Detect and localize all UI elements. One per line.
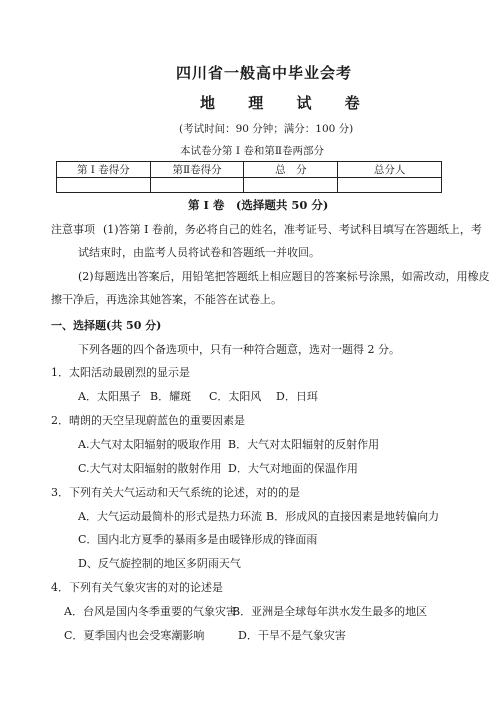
question-1-option-b: B．耀斑 — [150, 390, 192, 403]
question-3-option-d: D、反气旋控制的地区多阴雨天气 — [78, 557, 241, 570]
section1-instruction: 下列各题的四个备选项中，只有一种符合题意，选对一题得 2 分。 — [78, 343, 400, 356]
question-3-option-b: B．形成风的直接因素是地转偏向力 — [266, 510, 440, 523]
question-1-stem: 1．太阳活动最剧烈的显示是 — [51, 366, 190, 379]
notes-item1-line2: 试结束时，由监考人员将试卷和答题纸一并收回。 — [78, 246, 320, 259]
question-2-option-b: B．大气对太阳辐射的反射作用 — [228, 438, 380, 451]
question-4-option-a: A．台风是国内冬季重要的气象灾害 — [64, 605, 237, 618]
score-header-total: 总 分 — [244, 162, 338, 178]
score-header-grader: 总分人 — [338, 162, 442, 178]
question-3-option-a: A．大气运动最简朴的形式是热力环流 — [78, 510, 262, 523]
subject-title: 地 理 试 卷 — [200, 94, 374, 112]
score-table — [56, 161, 442, 193]
question-2-stem: 2．晴朗的天空呈现蔚蓝色的重要因素是 — [51, 414, 245, 427]
exam-title: 四川省一般高中毕业会考 — [176, 64, 353, 82]
score-table-blank-row — [57, 178, 442, 193]
question-2-option-d: D．大气对地面的保温作用 — [228, 462, 358, 475]
question-4-option-c: C．夏季国内也会受寒潮影响 — [64, 629, 205, 642]
score-cell-part1 — [57, 178, 151, 193]
notes-label: 注意事项 — [51, 223, 95, 236]
question-2-option-a: A.大气对太阳辐射的吸取作用 — [78, 438, 222, 451]
question-2-option-c: C.大气对太阳辐射的散射作用 — [78, 462, 222, 475]
notes-item1-line1: (1)答第 I 卷前，务必将自己的姓名，准考证号、考试科目填写在答题纸上，考 — [103, 223, 482, 236]
question-1-option-a: A．太阳黑子 — [78, 390, 141, 403]
score-table-header-row — [57, 162, 442, 178]
score-cell-total — [244, 178, 338, 193]
question-3-option-c: C．国内北方夏季的暴雨多是由暖锋形成的锋面雨 — [78, 533, 318, 546]
question-4-option-b: B．亚洲是全球每年洪水发生最多的地区 — [232, 605, 428, 618]
question-1-option-d: D．日珥 — [276, 390, 318, 403]
score-cell-part2 — [150, 178, 244, 193]
score-header-part2: 第Ⅱ卷得分 — [150, 162, 244, 178]
section1-heading: 一、选择题(共 50 分) — [51, 319, 162, 332]
notes-item2-line2: 擦干净后，再选涂其她答案，不能答在试卷上。 — [51, 293, 282, 306]
part1-heading: 第 I 卷 (选择题共 50 分) — [188, 198, 329, 212]
question-4-option-d: D．干旱不是气象灾害 — [238, 629, 346, 642]
score-header-part1: 第 I 卷得分 — [57, 162, 151, 178]
notes-item2-line1: (2)每题选出答案后，用铅笔把答题纸上相应题目的答案标号涂黑，如需改动，用橡皮 — [78, 270, 490, 283]
question-1-option-c: C．太阳风 — [209, 390, 262, 403]
time-info: (考试时间：90 分钟；满分：100 分) — [179, 123, 354, 135]
question-3-stem: 3．下列有关大气运动和天气系统的论述，对的的是 — [51, 486, 300, 499]
question-4-stem: 4．下列有关气象灾害的对的论述是 — [51, 581, 223, 594]
composition-note: 本试卷分第 I 卷和第Ⅱ卷两部分 — [180, 145, 324, 157]
score-cell-grader — [338, 178, 442, 193]
